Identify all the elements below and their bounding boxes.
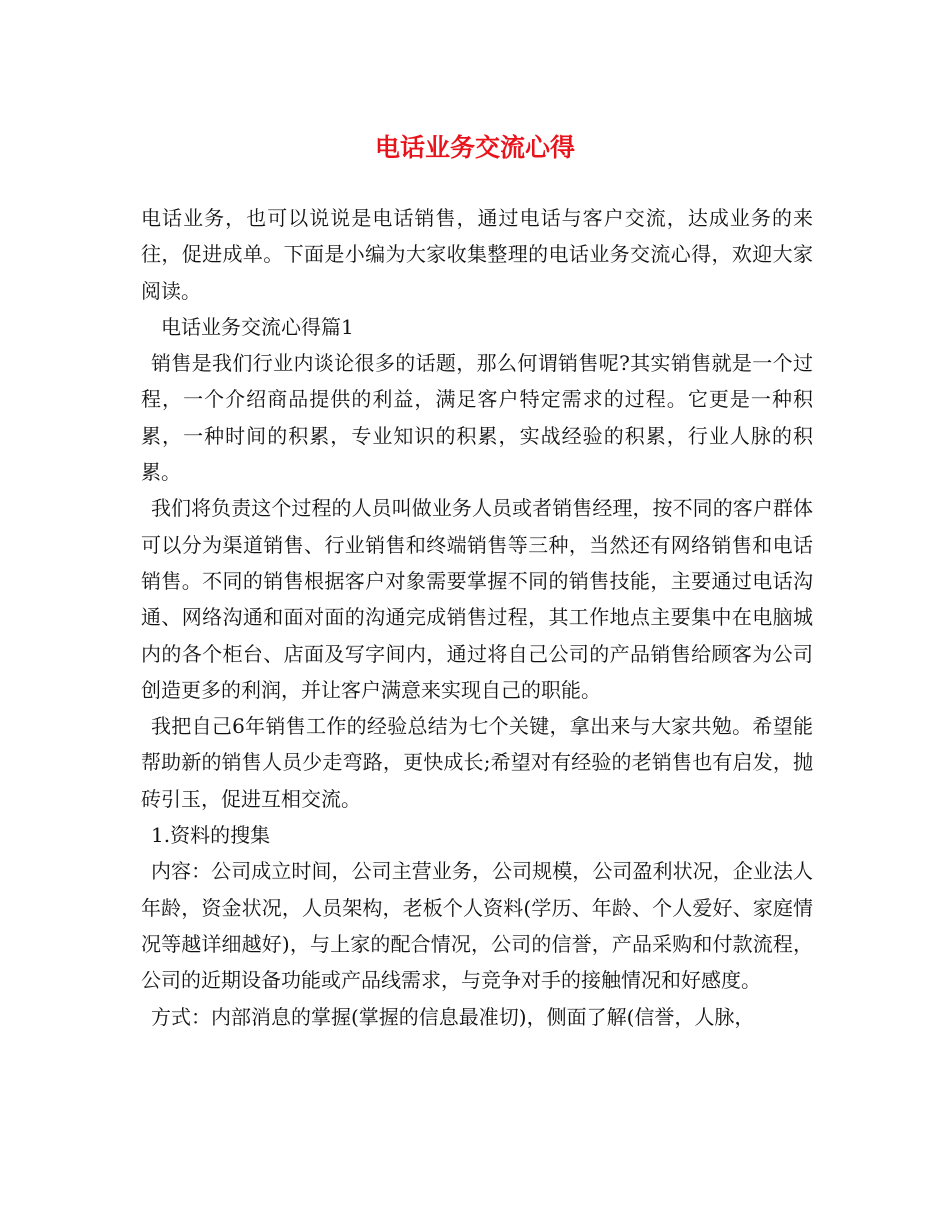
body-paragraph: 我把自己6年销售工作的经验总结为七个关键，拿出来与大家共勉。希望能帮助新的销售人员少走弯路，更快成长;希望对有经验的老销售也有启发，抛砖引玉，促进互相交流。 (141, 714, 813, 811)
body-paragraph: 方式：内部消息的掌握(掌握的信息最准切)，侧面了解(信誉，人脉， (151, 1004, 755, 1029)
body-paragraph: 内容：公司成立时间，公司主营业务，公司规模，公司盈利状况，企业法人年龄，资金状况，人员架构，老板个人资料(学历、年龄、个人爱好、家庭情况等越详细越好)，与上家的配合情况，公司的信誉，产品采购和付款流程，公司的近期设备功能或产品线需求，与竞争对手的接触情况和好感度。 (141, 859, 813, 993)
subsection-heading: 1.资料的搜集 (151, 823, 271, 848)
intro-paragraph: 电话业务，也可以说说是电话销售，通过电话与客户交流，达成业务的来往，促进成单。下面是小编为大家收集整理的电话业务交流心得，欢迎大家阅读。 (141, 206, 813, 303)
section-heading: 电话业务交流心得篇1 (161, 314, 354, 339)
body-paragraph: 销售是我们行业内谈论很多的话题，那么何谓销售呢?其实销售就是一个过程，一个介绍商品提供的利益，满足客户特定需求的过程。它更是一种积累，一种时间的积累，专业知识的积累，实战经验的积累，行业人脉的积累。 (141, 351, 813, 485)
document-body (141, 200, 813, 1035)
document-title: 电话业务交流心得 (374, 133, 575, 162)
body-paragraph: 我们将负责这个过程的人员叫做业务人员或者销售经理，按不同的客户群体可以分为渠道销售、行业销售和终端销售等三种，当然还有网络销售和电话销售。不同的销售根据客户对象需要掌握不同的销售技能，主要通过电话沟通、网络沟通和面对面的沟通完成销售过程，其工作地点主要集中在电脑城内的各个柜台、店面及写字间内，通过将自己公司的产品销售给顾客为公司创造更多的利润，并让客户满意来实现自己的职能。 (141, 496, 813, 702)
